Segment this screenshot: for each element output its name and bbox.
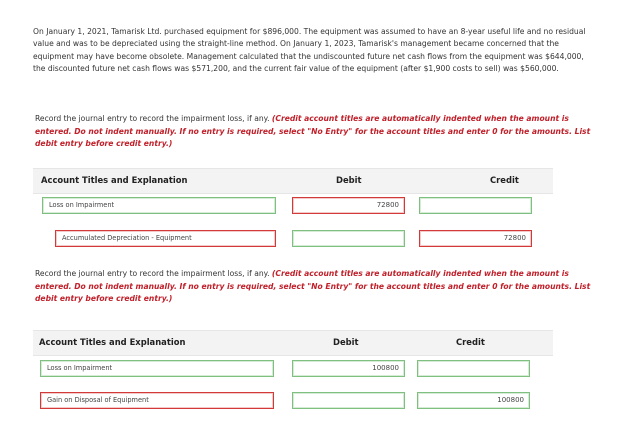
account-header: Account Titles and Explanation — [41, 175, 188, 185]
entry2-row1-account-field[interactable]: Loss on Impairment — [40, 360, 274, 377]
table-1-header — [33, 168, 553, 194]
debit-header-2: Debit — [333, 337, 359, 347]
instruction-1 — [35, 113, 595, 151]
entry1-row1-debit-field[interactable]: 72800 — [292, 197, 405, 214]
entry1-row2-account-field[interactable]: Accumulated Depreciation - Equipment — [55, 230, 276, 247]
entry1-row1-account-field[interactable]: Loss on Impairment — [42, 197, 276, 214]
entry2-row2-debit-field[interactable] — [292, 392, 405, 409]
credit-header: Credit — [490, 175, 519, 185]
entry2-row1-debit-field[interactable]: 100800 — [292, 360, 405, 377]
instruction-2 — [35, 268, 595, 306]
entry2-row2-account-field[interactable]: Gain on Disposal of Equipment — [40, 392, 274, 409]
table-2-header — [33, 330, 553, 356]
instruction-2-note: (Credit account titles are automatically indented when the amount is entered. Do not indent manually. If no entry is required, select "No Entry" for the account titles and enter 0 for the amounts. List debit entry before credit entry.) — [35, 269, 591, 304]
entry1-row2-debit-field[interactable] — [292, 230, 405, 247]
entry1-row2-credit-field[interactable]: 72800 — [419, 230, 532, 247]
problem-statement: On January 1, 2021, Tamarisk Ltd. purchased equipment for $896,000. The equipment was assumed to have an 8-year useful life and no residual value and was to be depreciated using the straight-line method. On January 1, 2023, Tamarisk's management became concerned that the equipment may have become obsolete. Management calculated that the undiscounted future net cash flows from the equipment was $644,000, the discounted future net cash flows was $571,200, and the current fair value of the equipment (after $1,900 costs to sell) was $560,000. — [33, 27, 586, 74]
debit-header: Debit — [336, 175, 362, 185]
instruction-1-note: (Credit account titles are automatically indented when the amount is entered. Do not indent manually. If no entry is required, select "No Entry" for the account titles and enter 0 for the amounts. List debit entry before credit entry.) — [35, 114, 591, 149]
instruction-1-plain: Record the journal entry to record the impairment loss, if any. — [35, 114, 270, 123]
entry2-row2-credit-field[interactable]: 100800 — [417, 392, 530, 409]
credit-header-2: Credit — [456, 337, 485, 347]
entry2-row1-credit-field[interactable] — [417, 360, 530, 377]
account-header-2: Account Titles and Explanation — [39, 337, 186, 347]
instruction-2-plain: Record the journal entry to record the impairment loss, if any. — [35, 269, 270, 278]
entry1-row1-credit-field[interactable] — [419, 197, 532, 214]
